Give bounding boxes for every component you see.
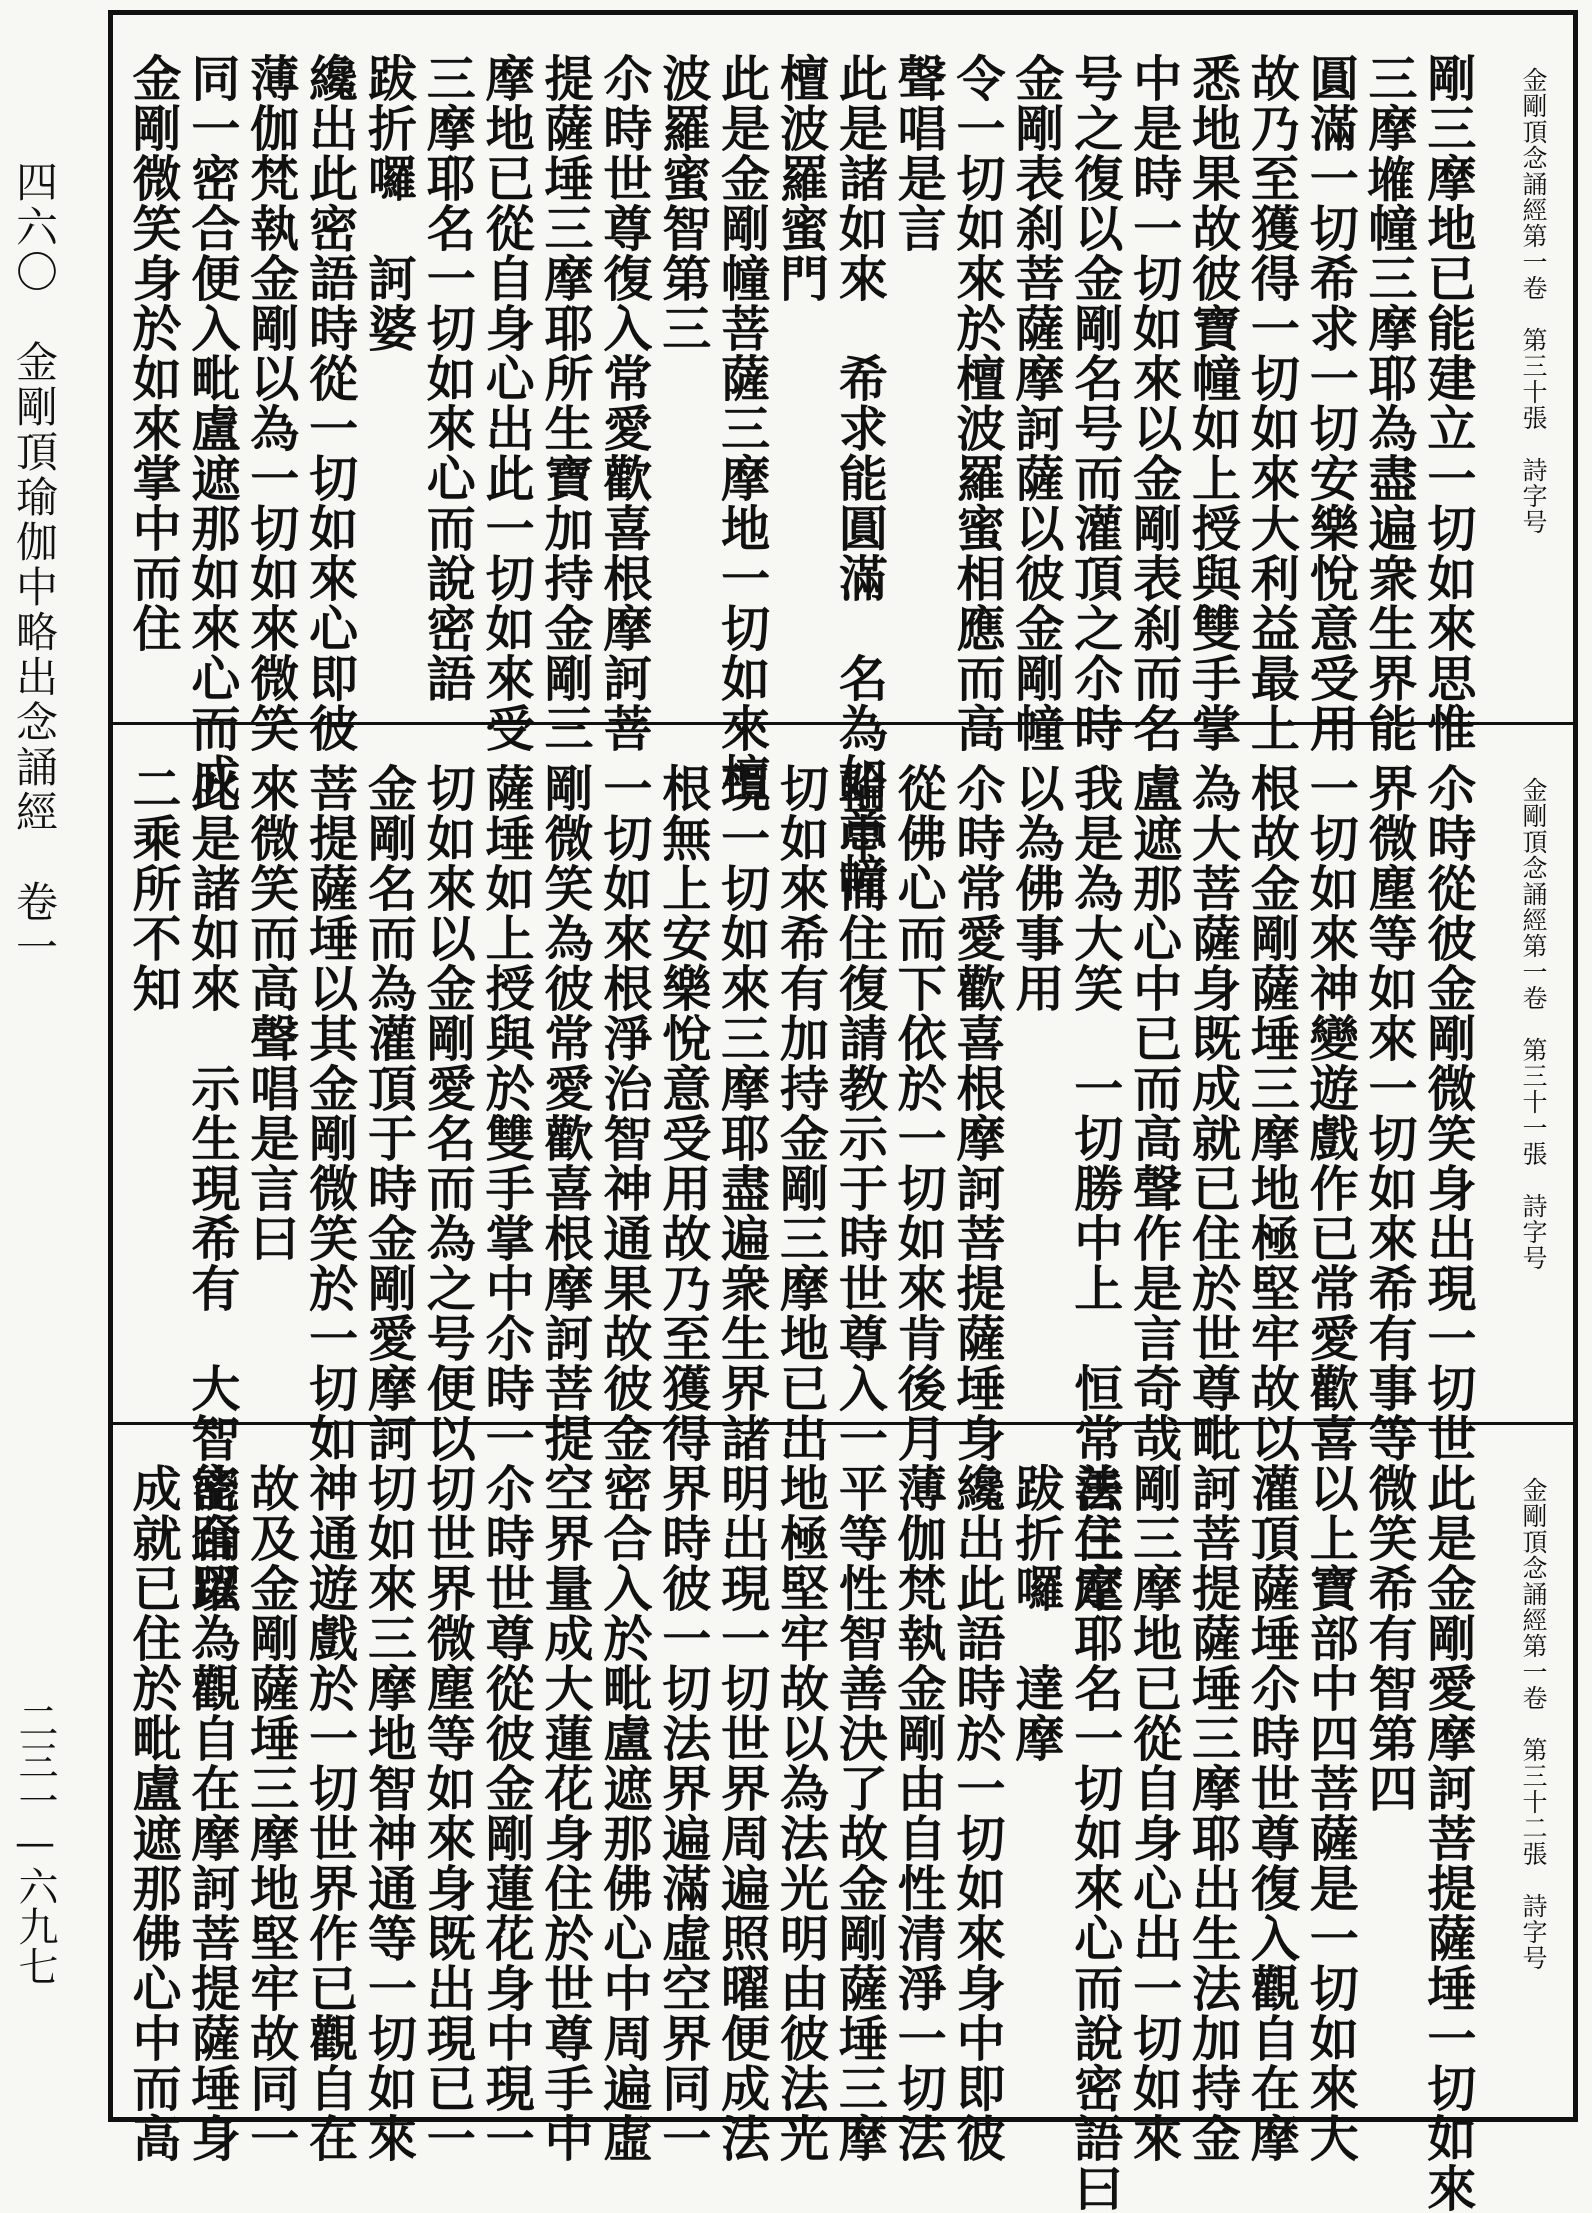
text-column: 明出現一切世界周遍照曜便成法 [713, 1463, 772, 2163]
text-column: 号之復以金剛名号而灌頂之尒時 [1066, 53, 1125, 753]
text-column: 以上寶部中四菩薩是一切如來大 [1302, 1463, 1361, 2163]
text-column: 剛三摩地已能建立一切如來思惟 [1419, 53, 1478, 753]
text-column: 切世界微塵等如來身既出現已一 [419, 1463, 478, 2163]
text-column: 此是諸如來 示生現希有 大智能踊躍 [183, 763, 242, 1613]
text-column: 空界量成大蓮花身住於世尊手中 [537, 1463, 596, 2163]
register-gutter-label: 金剛頂念誦經第一卷 第三十二張 詩字号 [1519, 1477, 1548, 1971]
text-column: 此是金剛幢菩薩三摩地一切如來檀 [713, 53, 772, 803]
text-column: 提薩埵三摩耶所生寶加持金剛三 [537, 53, 596, 753]
text-column: 纔出此密語時從一切如來心即彼 [301, 53, 360, 753]
text-column: 從佛心而下依於一切如來肯後月 [890, 763, 949, 1463]
page-frame [108, 10, 1578, 2213]
text-column: 我是為大笑 一切勝中上 恒常善住定 [1066, 763, 1125, 1613]
text-column: 切如來希有加持金剛三摩地已出 [772, 763, 831, 1463]
text-column: 菩提薩埵以其金剛微笑於一切如 [301, 763, 360, 1463]
text-column: 波羅蜜智第三 [654, 53, 713, 353]
text-column: 檀波羅蜜門 [772, 53, 831, 303]
text-columns [125, 1463, 1478, 2213]
text-column: 尒時世尊從彼金剛蓮花身中現一 [478, 1463, 537, 2163]
text-column: 一切如來根淨治智神通果故彼金 [595, 763, 654, 1463]
text-column: 界時彼一切法界遍滿虛空界同一 [654, 1463, 713, 2163]
register-gutter-label: 金剛頂念誦經第一卷 第三十張 詩字号 [1519, 67, 1548, 535]
text-column: 一切如來神變遊戲作已常愛歡喜 [1302, 763, 1361, 1463]
text-column: 切如來以金剛愛名而為之号便以 [419, 763, 478, 1463]
text-column: 神通遊戲於一切世界作已觀自在 [301, 1463, 360, 2163]
text-column: 纔出此語時於一切如來身中即彼 [949, 1463, 1008, 2163]
text-column: 圓滿一切希求一切安樂悅意受用 [1302, 53, 1361, 753]
text-column: 此是金剛愛摩訶菩提薩埵一切如來 [1419, 1463, 1478, 2213]
text-column: 二乘所不知 [125, 763, 183, 1013]
text-column: 密合入於毗盧遮那佛心中周遍虛 [595, 1463, 654, 2163]
margin-page-number: 二三一—六九七 [12, 1700, 58, 1986]
text-column: 剛微笑為彼常愛歡喜根摩訶菩提 [537, 763, 596, 1463]
text-column: 故及金剛薩埵三摩地堅牢故同一 [242, 1463, 301, 2163]
text-column: 跋折囉 訶婆 [360, 53, 419, 353]
text-column: 地極堅牢故以為法光明由彼法光 [772, 1463, 831, 2163]
text-column: 輪中而住復請教示于時世尊入一 [831, 763, 890, 1463]
text-column: 剛三摩地已從自身心出一切如來 [1125, 1463, 1184, 2163]
text-column: 為大菩薩身既成就已住於世尊毗 [1184, 763, 1243, 1463]
text-column: 薄伽梵執金剛以為一切如來微笑 [242, 53, 301, 753]
text-column: 尒時從彼金剛微笑身出現一切世 [1419, 763, 1478, 1463]
text-column: 以為佛事用 [1007, 763, 1066, 1013]
text-column: 中是時一切如來以金剛表刹而名 [1125, 53, 1184, 753]
text-column: 跋折囉 達摩 [1007, 1463, 1066, 1763]
text-column: 三摩耶名一切如來心而說密語 [419, 53, 478, 703]
text-column: 根故金剛薩埵三摩地極堅牢故以 [1243, 763, 1302, 1463]
text-column: 令一切如來於檀波羅蜜相應而高 [949, 53, 1008, 753]
text-column: 金剛微笑身於如來掌中而住 [125, 53, 183, 653]
text-column: 訶菩提薩埵三摩耶出生法加持金 [1184, 1463, 1243, 2163]
text-column: 密合以為觀自在摩訶菩提薩埵身 [183, 1463, 242, 2163]
text-column: 摩地已從自身心出此一切如來受 [478, 53, 537, 753]
register-bottom [113, 1425, 1573, 2213]
register-gutter-label: 金剛頂念誦經第一卷 第三十一張 詩字号 [1519, 777, 1548, 1271]
text-column: 金剛名而為灌頂于時金剛愛摩訶 [360, 763, 419, 1463]
text-column: 此是諸如來 希求能圓滿 名為如意幢 [831, 53, 890, 903]
text-column: 悉地果故彼寶幢如上授與雙手掌 [1184, 53, 1243, 753]
text-column: 法三摩耶名一切如來心而說密語曰 [1066, 1463, 1125, 2213]
text-column: 界微塵等如來一切如來希有事等 [1361, 763, 1420, 1463]
text-column: 根無上安樂悅意受用故乃至獲得 [654, 763, 713, 1463]
text-column: 同一密合便入毗盧遮那如來心而成 [183, 53, 242, 803]
text-column: 成就已住於毗盧遮那佛心中而高 [125, 1463, 183, 2163]
text-column: 尒時常愛歡喜根摩訶菩提薩埵身 [949, 763, 1008, 1463]
text-column: 平等性智善決了故金剛薩埵三摩 [831, 1463, 890, 2163]
text-column: 尒時世尊復入常愛歡喜根摩訶菩 [595, 53, 654, 753]
text-column: 薄伽梵執金剛由自性清淨一切法 [890, 1463, 949, 2163]
text-column: 現一切如來三摩耶盡遍衆生界諸 [713, 763, 772, 1463]
margin-book-title: 四六〇 金剛頂瑜伽中略出念誦經 卷一 [10, 160, 59, 970]
text-column: 盧遮那心中已而高聲作是言奇哉 [1125, 763, 1184, 1463]
text-column: 故乃至獲得一切如來大利益最上 [1243, 53, 1302, 753]
text-column: 薩埵如上授與於雙手掌中尒時一 [478, 763, 537, 1463]
text-column: 三摩𡑗幢三摩耶為盡遍衆生界能 [1361, 53, 1420, 753]
text-column: 切如來三摩地智神通等一切如來 [360, 1463, 419, 2163]
text-column: 金剛表刹菩薩摩訶薩以彼金剛幢 [1007, 53, 1066, 753]
text-column: 灌頂薩埵尒時世尊復入觀自在摩 [1243, 1463, 1302, 2163]
text-column: 聲唱是言 [890, 53, 949, 253]
text-column: 來微笑而高聲唱是言曰 [242, 763, 301, 1263]
text-column: 微笑希有智第四 [1361, 1463, 1420, 1813]
